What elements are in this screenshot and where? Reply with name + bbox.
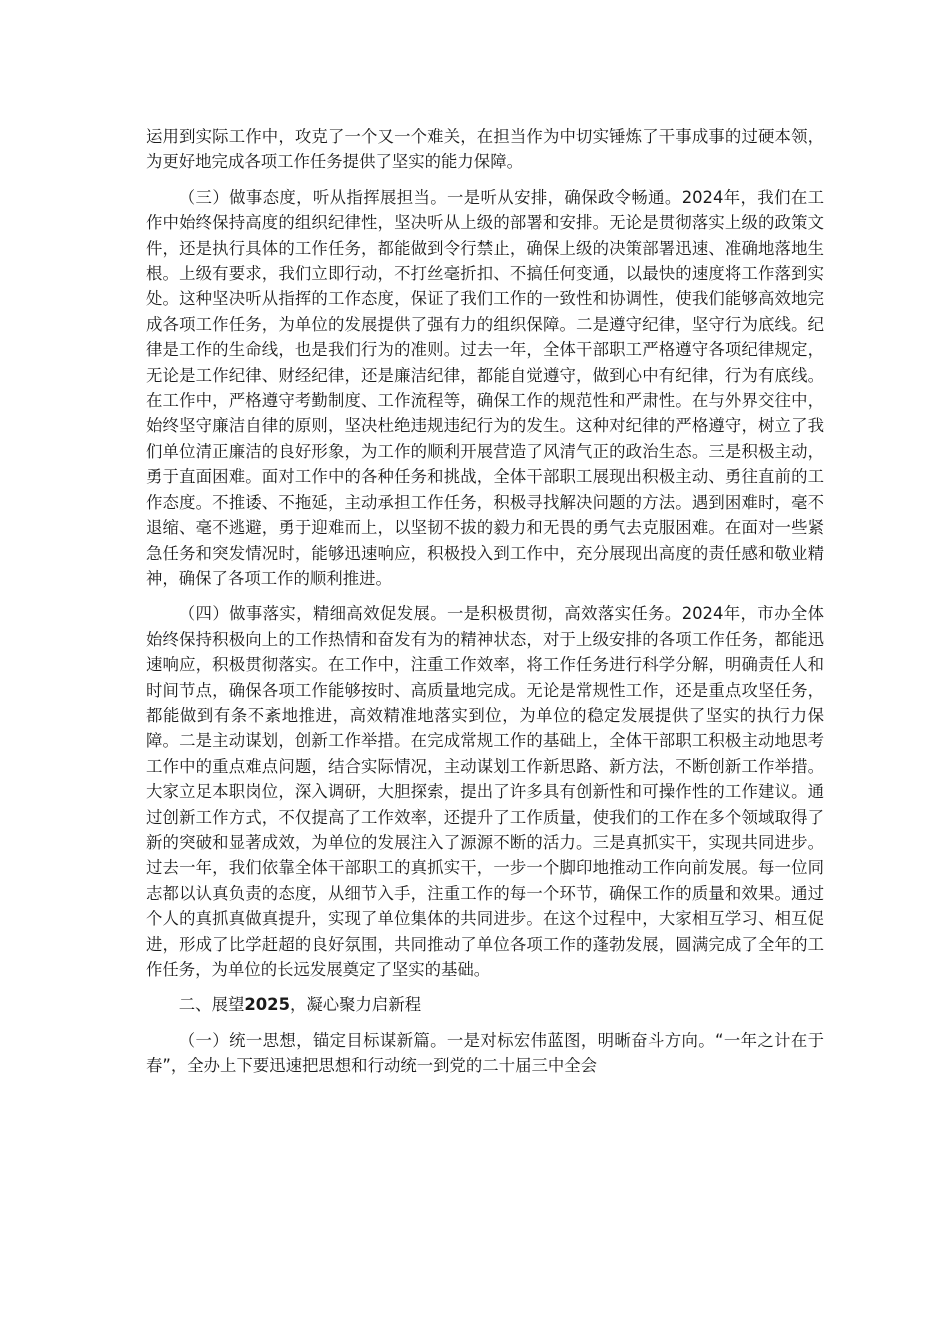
paragraph-continuation: 运用到实际工作中，攻克了一个又一个难关，在担当作为中切实锤炼了干事成事的过硬本领，为更好地完成各项工作任务提供了坚实的能力保障。: [146, 127, 824, 172]
heading-year: 2025: [244, 995, 290, 1015]
heading-suffix: ，凝心聚力启新程: [289, 995, 422, 1015]
paragraph-section-four: （四）做事落实，精细高效促发展。一是积极贯彻，高效落实任务。2024年，市办全体始终保持积极向上的工作热情和奋发有为的精神状态，对于上级安排的各项工作任务，都能迅速响应，积极贯彻落实。在工作中，注重工作效率，将工作任务进行科学分解，明确责任人和时间节点，确保各项工作能够按时、高质量地完成。无论是常规性工作，还是重点攻坚任务，都能做到有条不紊地推进，高效精准地落实到位，为单位的稳定发展提供了坚实的执行力保障。二是主动谋划，创新工作举措。在完成常规工作的基础上，全体干部职工积极主动地思考工作中的重点难点问题，结合实际情况，主动谋划工作新思路、新方法，不断创新工作举措。大家立足本职岗位，深入调研，大胆探索，提出了许多具有创新性和可操作性的工作建议。通过创新工作方式，不仅提高了工作效率，还提升了工作质量，使我们的工作在多个领域取得了新的突破和显著成效，为单位的发展注入了源源不断的活力。三是真抓实干，实现共同进步。过去一年，我们依靠全体干部职工的真抓实干，一步一个脚印地推动工作向前发展。每一位同志都以认真负责的态度，从细节入手，注重工作的每一个环节，确保工作的质量和效果。通过个人的真抓真做真提升，实现了单位集体的共同进步。在这个过程中，大家相互学习、相互促进，形成了比学赶超的良好氛围，共同推动了单位各项工作的蓬勃发展，圆满完成了全年的工作任务，为单位的长远发展奠定了坚实的基础。: [146, 604, 824, 979]
heading-prefix: 二、展望: [178, 995, 245, 1015]
paragraph-outlook-one: （一）统一思想，锚定目标谋新篇。一是对标宏伟蓝图，明晰奋斗方向。“一年之计在于春”，全办上下要迅速把思想和行动统一到党的二十届三中全会: [146, 1030, 824, 1076]
document-body: [146, 124, 824, 1089]
paragraph-section-three: （三）做事态度，听从指挥展担当。一是听从安排，确保政令畅通。2024年，我们在工作中始终保持高度的组织纪律性，坚决听从上级的部署和安排。无论是贯彻落实上级的政策文件，还是执行具体的工作任务，都能做到令行禁止，确保上级的决策部署迅速、准确地落地生根。上级有要求，我们立即行动，不打丝毫折扣、不搞任何变通，以最快的速度将工作落到实处。这种坚决听从指挥的工作态度，保证了我们工作的一致性和协调性，使我们能够高效地完成各项工作任务，为单位的发展提供了强有力的组织保障。二是遵守纪律，坚守行为底线。纪律是工作的生命线，也是我们行为的准则。过去一年，全体干部职工严格遵守各项纪律规定，无论是工作纪律、财经纪律，还是廉洁纪律，都能自觉遵守，做到心中有纪律，行为有底线。在工作中，严格遵守考勤制度、工作流程等，确保工作的规范性和严肃性。在与外界交往中，始终坚守廉洁自律的原则，坚决杜绝违规违纪行为的发生。这种对纪律的严格遵守，树立了我们单位清正廉洁的良好形象，为工作的顺利开展营造了风清气正的政治生态。三是积极主动，勇于直面困难。面对工作中的各种任务和挑战，全体干部职工展现出积极主动、勇往直前的工作态度。不推诿、不拖延，主动承担工作任务，积极寻找解决问题的方法。遇到困难时，毫不退缩、毫不逃避，勇于迎难而上，以坚韧不拔的毅力和无畏的勇气去克服困难。在面对一些紧急任务和突发情况时，能够迅速响应，积极投入到工作中，充分展现出高度的责任感和敬业精神，确保了各项工作的顺利推进。: [146, 187, 824, 588]
section-heading-outlook: [146, 992, 824, 1017]
